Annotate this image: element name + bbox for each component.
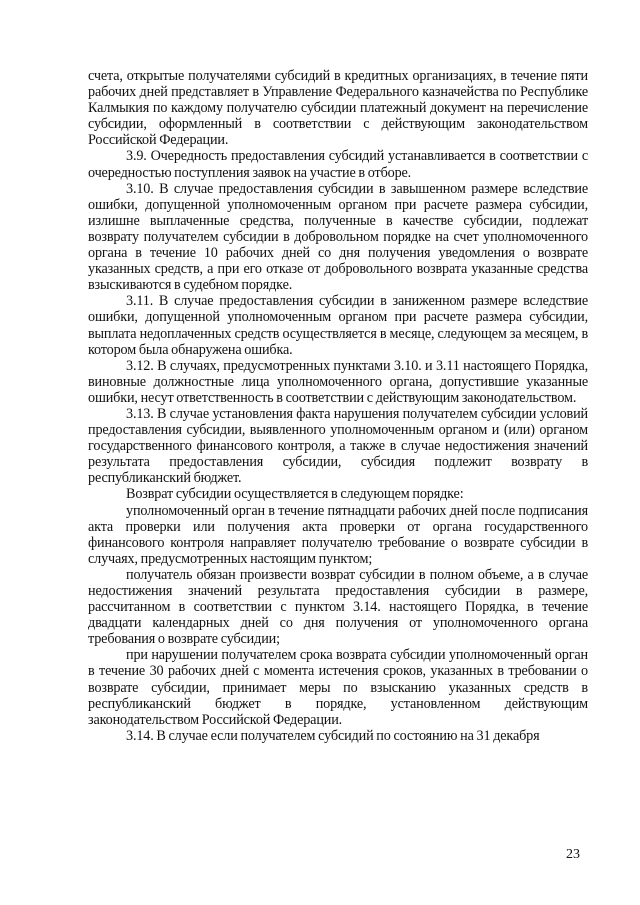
paragraph-3-10: 3.10. В случае предоставления субсидии в завышенном размере вследствие ошибки, допущенной уполномоченным органом при расчете размера субсидии, излишне выплаченные средства, полученные в качестве субсидии, подлежат возврату получателем субсидии в добровольном порядке на счет уполномоченного органа в течение 10 рабочих дней со дня получения уведомления о возврате указанных средств, а при его отказе от добровольного возврата указанные средства взыскиваются в судебном порядке.	[88, 180, 588, 294]
paragraph-authorized-body: уполномоченный орган в течение пятнадцати рабочих дней после подписания акта проверки или получения акта проверки от органа государственного финансового контроля направляет получателю требование о возврате субсидии в случаях, предусмотренных настоящим пунктом;	[88, 502, 588, 567]
paragraph-3-11: 3.11. В случае предоставления субсидии в заниженном размере вследствие ошибки, допущенной уполномоченным органом при расчете размера субсидии, выплата недоплаченных средств осуществляется в месяце, следующем за месяцем, в котором была обнаружена ошибка.	[88, 293, 588, 358]
paragraph-recipient-obliged: получатель обязан произвести возврат субсидии в полном объеме, а в случае недостижения значений результата предоставления субсидии в размере, рассчитанном в соответствии с пунктом 3.14. настоящего Порядка, в течение двадцати календарных дней со дня получения от уполномоченного органа требования о возврате субсидии;	[88, 566, 588, 648]
paragraph-3-12: 3.12. В случаях, предусмотренных пунктами 3.10. и 3.11 настоящего Порядка, виновные должностные лица уполномоченного органа, допустившие указанные ошибки, несут ответственность в соответствии с действующим законодательством.	[88, 357, 588, 406]
page-number: 23	[566, 847, 580, 862]
paragraph-3-13: 3.13. В случае установления факта нарушения получателем субсидии условий предоставления субсидии, выявленного уполномоченным органом и (или) органом государственного финансового контроля, а также в случае недостижения значений результата предоставления субсидии, субсидия подлежит возврату в республиканский бюджет.	[88, 405, 588, 487]
paragraph-continuation: счета, открытые получателями субсидий в кредитных организациях, в течение пяти рабочих дней представляет в Управление Федерального казначейства по Республике Калмыкия по каждому получателю субсидии платежный документ на перечисление субсидии, оформленный в соответствии с действующим законодательством Российской Федерации.	[88, 68, 588, 149]
paragraph-violation-deadline: при нарушении получателем срока возврата субсидии уполномоченный орган в течение 30 рабочих дней с момента истечения сроков, указанных в требовании о возврате субсидии, принимает меры по взысканию указанных средств в республиканский бюджет в порядке, установленном действующим законодательством Российской Федерации.	[88, 647, 588, 728]
document-body	[88, 68, 588, 744]
paragraph-3-9: 3.9. Очередность предоставления субсидий устанавливается в соответствии с очередностью поступления заявок на участие в отборе.	[88, 148, 588, 181]
paragraph-refund-order: Возврат субсидии осуществляется в следующем порядке:	[126, 486, 464, 503]
paragraph-3-14: 3.14. В случае если получателем субсидий по состоянию на 31 декабря	[126, 727, 540, 744]
